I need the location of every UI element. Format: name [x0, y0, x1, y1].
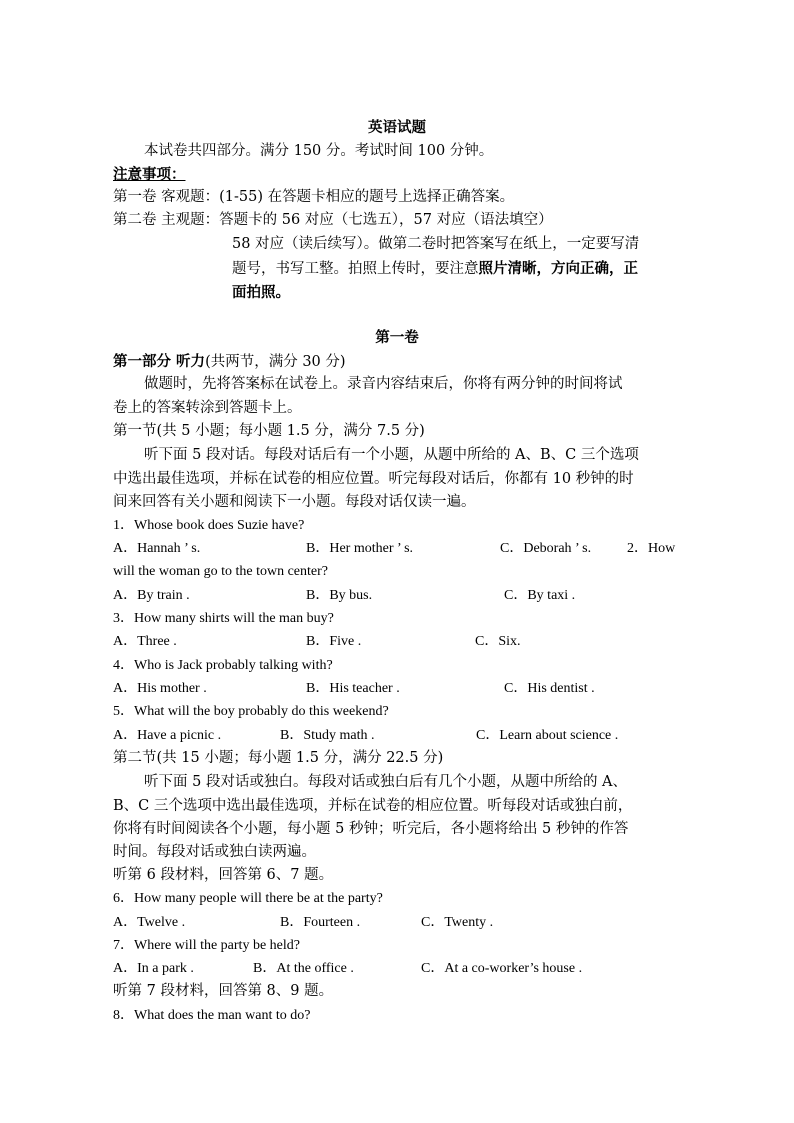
- volume-title: 第一卷: [375, 329, 419, 346]
- q2-option-a: A．By train .: [113, 588, 190, 603]
- section1-intro-line-2: 中选出最佳选项，并标在试卷的相应位置。听完每段对话后，你都有 10 秒钟的时: [113, 471, 634, 487]
- exam-intro: 本试卷共四部分。满分 150 分。考试时间 100 分钟。: [144, 143, 494, 159]
- section2-intro-line-4: 时间。每段对话或独白读两遍。: [113, 844, 316, 860]
- notice-line-4: [232, 259, 638, 279]
- section2-intro-line-1: 听下面 5 段对话或独白。每段对话或独白后有几个小题，从题中所给的 A、: [144, 774, 628, 790]
- part1-intro-line-1: 做题时，先将答案标在试卷上。录音内容结束后，你将有两分钟的时间将试: [144, 376, 623, 392]
- notice-line-3: 58 对应（读后续写）。做第二卷时把答案写在纸上，一定要写清: [232, 236, 640, 252]
- section2-intro-line-3: 你将有时间阅读各个小题，每小题 5 秒钟；听完后，各小题将给出 5 秒钟的作答: [113, 821, 629, 837]
- q6-option-b: B．Fourteen .: [280, 915, 361, 930]
- q5-option-a: A．Have a picnic .: [113, 728, 222, 743]
- q4-option-c: C．His dentist .: [504, 681, 595, 696]
- q4-question: 4．Who is Jack probably talking with?: [113, 658, 333, 673]
- part1-heading: [113, 352, 346, 372]
- notice-line-4-text: 题号，书写工整。拍照上传时，要注意: [232, 261, 479, 277]
- q5-option-b: B．Study math .: [280, 728, 375, 743]
- q2-question-rest: will the woman go to the town center?: [113, 564, 328, 579]
- q1-option-b: B．Her mother ’ s.: [306, 541, 414, 556]
- q1-option-a: A．Hannah ’ s.: [113, 541, 201, 556]
- q7-option-c: C．At a co-worker’s house .: [421, 961, 583, 976]
- q3-option-c: C．Six.: [475, 634, 521, 649]
- q4-option-b: B．His teacher .: [306, 681, 400, 696]
- notice-line-5: 面拍照。: [232, 284, 290, 301]
- q1-question: 1．Whose book does Suzie have?: [113, 518, 305, 533]
- section1-heading: 第一节(共 5 小题；每小题 1.5 分，满分 7.5 分): [113, 423, 425, 439]
- notice-heading: 注意事项：: [113, 166, 186, 183]
- q5-option-c: C．Learn about science .: [476, 728, 619, 743]
- q4-option-a: A．His mother .: [113, 681, 207, 696]
- q1-option-c: C．Deborah ’ s.: [500, 541, 592, 556]
- part1-heading-bold: 第一部分 听力: [113, 353, 206, 370]
- q6-question: 6．How many people will there be at the party?: [113, 891, 383, 906]
- notice-line-1: 第一卷 客观题：(1-55) 在答题卡相应的题号上选择正确答案。: [113, 189, 515, 205]
- q6-option-c: C．Twenty .: [421, 915, 494, 930]
- exam-title: 英语试题: [368, 119, 426, 136]
- q8-question: 8．What does the man want to do?: [113, 1008, 311, 1023]
- material7-instruction: 听第 7 段材料，回答第 8、9 题。: [113, 983, 334, 999]
- notice-line-4-bold: 照片清晰，方向正确，正: [478, 260, 638, 277]
- section2-intro-line-2: B、C 三个选项中选出最佳选项，并标在试卷的相应位置。听每段对话或独白前，: [113, 798, 633, 814]
- section2-heading: 第二节(共 15 小题；每小题 1.5 分，满分 22.5 分): [113, 750, 444, 766]
- q2-option-c: C．By taxi .: [504, 588, 576, 603]
- notice-line-2: 第二卷 主观题：答题卡的 56 对应（七选五），57 对应（语法填空）: [113, 212, 553, 228]
- q3-option-b: B．Five .: [306, 634, 362, 649]
- section1-intro-line-1: 听下面 5 段对话。每段对话后有一个小题，从题中所给的 A、B、C 三个选项: [144, 447, 639, 463]
- q7-option-b: B．At the office .: [253, 961, 354, 976]
- q5-question: 5．What will the boy probably do this weekend?: [113, 704, 389, 719]
- material6-instruction: 听第 6 段材料，回答第 6、7 题。: [113, 867, 334, 883]
- q6-option-a: A．Twelve .: [113, 915, 186, 930]
- q3-option-a: A．Three .: [113, 634, 177, 649]
- q3-question: 3．How many shirts will the man buy?: [113, 611, 334, 626]
- q2-option-b: B．By bus.: [306, 588, 373, 603]
- q7-option-a: A．In a park .: [113, 961, 194, 976]
- part1-intro-line-2: 卷上的答案转涂到答题卡上。: [113, 400, 302, 416]
- part1-heading-rest: (共两节，满分 30 分): [205, 354, 346, 370]
- section1-intro-line-3: 间来回答有关小题和阅读下一小题。每段对话仅读一遍。: [113, 494, 476, 510]
- q2-question-start: 2．How: [627, 541, 676, 556]
- q7-question: 7．Where will the party be held?: [113, 938, 300, 953]
